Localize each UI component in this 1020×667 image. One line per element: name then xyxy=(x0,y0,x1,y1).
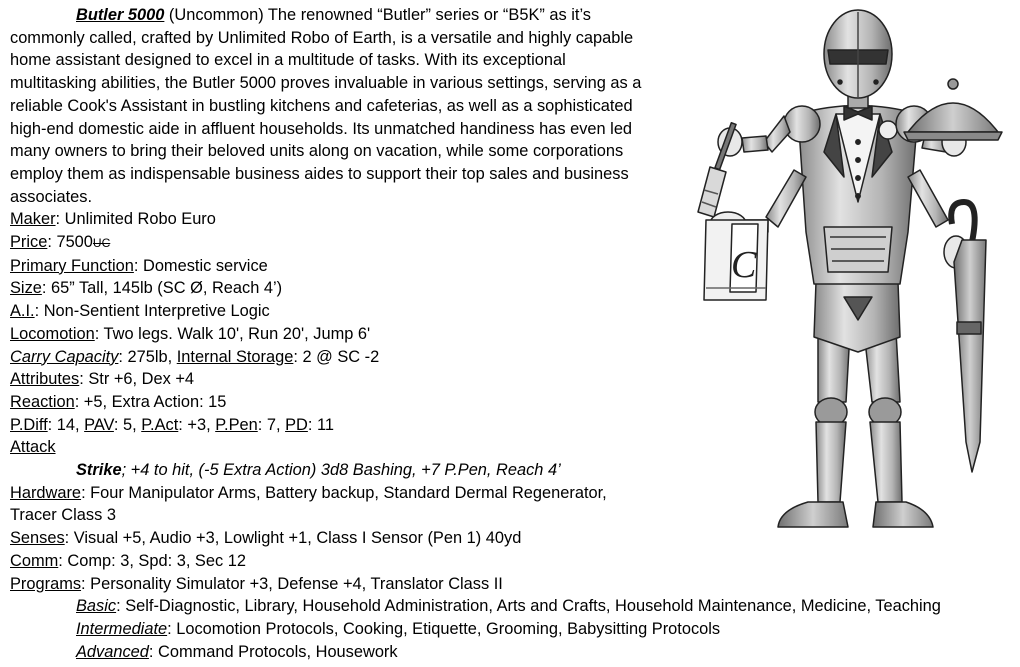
price-line: Price: 7500UC xyxy=(10,233,111,252)
size-line: Size: 65” Tall, 145lb (SC Ø, Reach 4’) xyxy=(10,279,283,298)
programs-intermediate-line: Intermediate: Locomotion Protocols, Cooking, Etiquette, Grooming, Babysitting Protocols xyxy=(76,619,721,638)
entry-description: (Uncommon) The renowned “Butler” series or “B5K” as it’s commonly called, crafted by Unlimited Robo of Earth, is a versatile and highly capable home assistant designed to excel in a multitude of tasks. With its exceptional multitasking abilities, the Butler 5000 proves invaluable in various settings, serving as a reliable Cook's Assistant in bustling kitchens and cafeterias, as well as a sophisticated high-end domestic aide in affluent households. Its unmatched handiness has even led many owners to bring their beloved units along on vacation, while some corporations employ them as indispensable business aides to support their top sales and business associates. xyxy=(10,6,642,206)
locomotion-line: Locomotion: Two legs. Walk 10', Run 20', Jump 6' xyxy=(10,324,371,343)
hardware-line: Hardware: Four Manipulator Arms, Battery backup, Standard Dermal Regenerator, Tracer Class 3 xyxy=(10,483,607,525)
maker-line: Maker: Unlimited Robo Euro xyxy=(10,210,216,229)
right-leg xyxy=(864,332,933,527)
paint-brush xyxy=(698,123,736,217)
carry-capacity-line: Carry Capacity: 275lb, Internal Storage: 2 @ SC -2 xyxy=(10,347,380,366)
strike-line: Strike; +4 to hit, (-5 Extra Action) 3d8 Bashing, +7 P.Pen, Reach 4’ xyxy=(76,461,561,480)
currency-unit: UC xyxy=(92,236,111,251)
programs-line: Programs: Personality Simulator +3, Defense +4, Translator Class II xyxy=(10,574,503,593)
reaction-line: Reaction: +5, Extra Action: 15 xyxy=(10,392,227,411)
entry-name: Butler 5000 xyxy=(76,6,165,24)
intro-paragraph xyxy=(10,4,642,208)
towel xyxy=(704,220,768,300)
primary-function-line: Primary Function: Domestic service xyxy=(10,256,268,275)
attack-heading: Attack xyxy=(10,438,56,457)
robot-head xyxy=(824,10,892,98)
towel-monogram: C xyxy=(731,244,757,286)
senses-line: Senses: Visual +5, Audio +3, Lowlight +1, Class I Sensor (Pen 1) 40yd xyxy=(10,529,522,548)
comm-line: Comm: Comp: 3, Spd: 3, Sec 12 xyxy=(10,551,246,570)
attributes-line: Attributes: Str +6, Dex +4 xyxy=(10,370,195,389)
programs-advanced-line: Advanced: Command Protocols, Housework xyxy=(76,642,398,661)
defense-line: P.Diff: 14, PAV: 5, P.Act: +3, P.Pen: 7, PD: 11 xyxy=(10,415,334,434)
flower-icon xyxy=(879,121,897,139)
ai-line: A.I.: Non-Sentient Interpretive Logic xyxy=(10,302,270,321)
butler-robot-illustration xyxy=(668,2,1013,542)
programs-basic-line: Basic: Self-Diagnostic, Library, Household Administration, Arts and Crafts, Household Maintenance, Medicine, Teaching xyxy=(76,597,941,616)
left-leg xyxy=(778,332,850,527)
